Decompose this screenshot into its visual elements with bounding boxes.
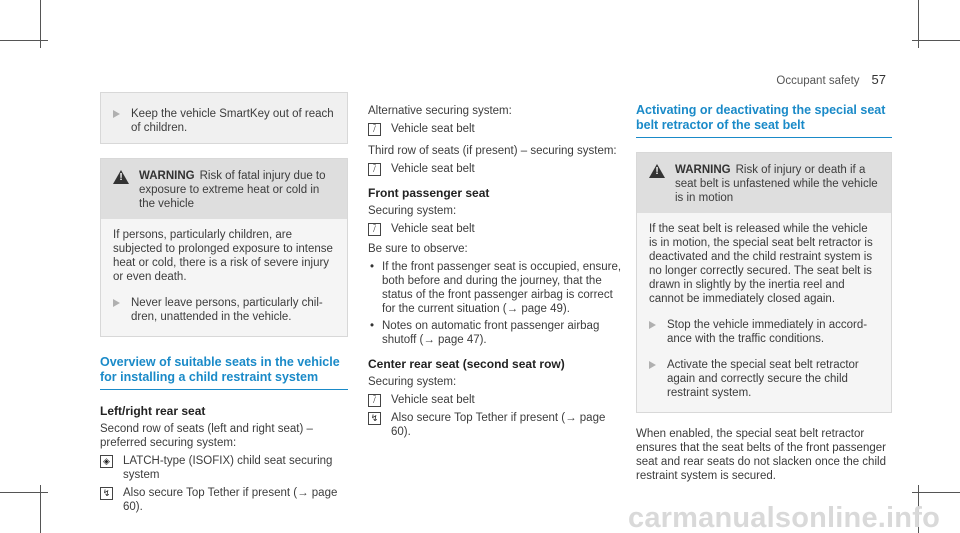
subheading: Front passenger seat xyxy=(368,186,490,200)
step-arrow-icon xyxy=(113,299,120,307)
warning-headline-text: Risk of fatal injury due to exposure to extreme heat or cold in the vehicle xyxy=(139,170,326,210)
warning-label: WARNING xyxy=(139,170,195,182)
icon-item xyxy=(368,162,624,176)
section-title: Occupant safety xyxy=(776,75,860,87)
tip-box xyxy=(100,92,348,144)
warning-headline xyxy=(675,163,879,205)
step-arrow-icon xyxy=(649,361,656,369)
warning-icon: ! xyxy=(113,170,129,184)
icon-item xyxy=(368,222,624,236)
icon-item xyxy=(100,486,348,514)
warning-step xyxy=(649,358,879,400)
securing-label: Securing system: xyxy=(368,376,457,388)
tip-step xyxy=(113,107,335,135)
item-text: Vehicle seat belt xyxy=(391,123,475,135)
warning-step xyxy=(113,296,335,324)
observe-text: Be sure to observe: xyxy=(368,243,468,255)
crop-mark xyxy=(0,492,48,493)
list-item: • If the front passenger seat is occupied, ensure, both before and during the journey, that the status of the front passenger airbag is correct for the current situation (→ page 49). xyxy=(368,260,624,316)
warning-header xyxy=(100,158,348,219)
after-text: When enabled, the special seat belt retractor ensures that the seat belts of the front passenger seat and rear seats do not slacken once the child restraint system is secured. xyxy=(636,428,886,482)
icon-item xyxy=(368,411,624,439)
icon-item xyxy=(368,122,624,136)
warning-body xyxy=(636,213,892,413)
warning-header xyxy=(636,152,892,213)
warning-step xyxy=(649,318,879,346)
warning-label: WARNING xyxy=(675,164,731,176)
bullet-list xyxy=(368,260,624,347)
crop-mark xyxy=(0,40,48,41)
warning-step-text: Stop the vehicle immediately in accordance with the traffic conditions. xyxy=(667,319,868,345)
warning-step-text: Activate the special seat belt retractor again and correctly secure the child restraint system. xyxy=(667,359,859,399)
watermark: carmanualsonline.info xyxy=(628,502,940,533)
intro-text: Second row of seats (left and right seat) – preferred securing system: xyxy=(100,423,313,449)
column-right xyxy=(636,103,892,483)
seat-belt-icon: ⧶ xyxy=(368,123,381,136)
warning-headline-text: Risk of injury or death if a seat belt is unfastened while the vehicle is in motion xyxy=(675,164,878,204)
crop-mark xyxy=(912,40,960,41)
column-left xyxy=(100,92,348,514)
page-header xyxy=(776,73,886,88)
third-row-text: Third row of seats (if present) – securing system: xyxy=(368,145,617,157)
warning-headline xyxy=(139,169,335,211)
item-text: Also secure Top Tether if present (→ page 60). xyxy=(123,487,338,513)
warning-body xyxy=(100,219,348,337)
subheading: Left/right rear seat xyxy=(100,404,206,418)
section-heading: Overview of suitable seats in the vehicle for installing a child restraint system xyxy=(100,355,348,390)
column-middle xyxy=(368,104,624,439)
item-text: Also secure Top Tether if present (→ page 60). xyxy=(391,412,606,438)
warning-text: If persons, particularly children, are subjected to prolonged exposure to intense heat or cold, there is a risk of severe injury or even death. xyxy=(113,229,333,283)
crop-mark xyxy=(912,492,960,493)
top-tether-icon: ↯ xyxy=(100,487,113,500)
warning-block xyxy=(636,152,892,413)
tip-text: Keep the vehicle SmartKey out of reach of children. xyxy=(131,108,334,134)
section-heading: Activating or deactivating the special seat belt retractor of the seat belt xyxy=(636,103,892,138)
item-text: Vehicle seat belt xyxy=(391,394,475,406)
warning-step-text: Never leave persons, particularly children, unattended in the vehicle. xyxy=(131,297,323,323)
warning-block xyxy=(100,158,348,337)
seat-belt-icon: ⧶ xyxy=(368,223,381,236)
seat-belt-icon: ⧶ xyxy=(368,394,381,407)
top-tether-icon: ↯ xyxy=(368,412,381,425)
list-item: • Notes on automatic front passenger airbag shutoff (→ page 47). xyxy=(368,319,624,347)
alt-label: Alternative securing system: xyxy=(368,105,512,117)
securing-label: Securing system: xyxy=(368,205,457,217)
icon-item xyxy=(100,454,348,482)
item-text: Vehicle seat belt xyxy=(391,163,475,175)
icon-item xyxy=(368,393,624,407)
warning-icon: ! xyxy=(649,164,665,178)
item-text: Vehicle seat belt xyxy=(391,223,475,235)
seat-belt-icon: ⧶ xyxy=(368,163,381,176)
isofix-icon: ◈ xyxy=(100,455,113,468)
subheading: Center rear seat (second seat row) xyxy=(368,357,565,371)
item-text: LATCH-type (ISOFIX) child seat securing system xyxy=(123,455,333,481)
step-arrow-icon xyxy=(113,110,120,118)
step-arrow-icon xyxy=(649,321,656,329)
warning-text: If the seat belt is released while the vehicle is in motion, the special seat belt retractor is deactivated and the child restraint system is no longer correctly secured. The seat belt is drawn in slightly by the inertia reel and cannot be immediately closed again. xyxy=(649,223,873,305)
page-number: 57 xyxy=(871,72,886,87)
